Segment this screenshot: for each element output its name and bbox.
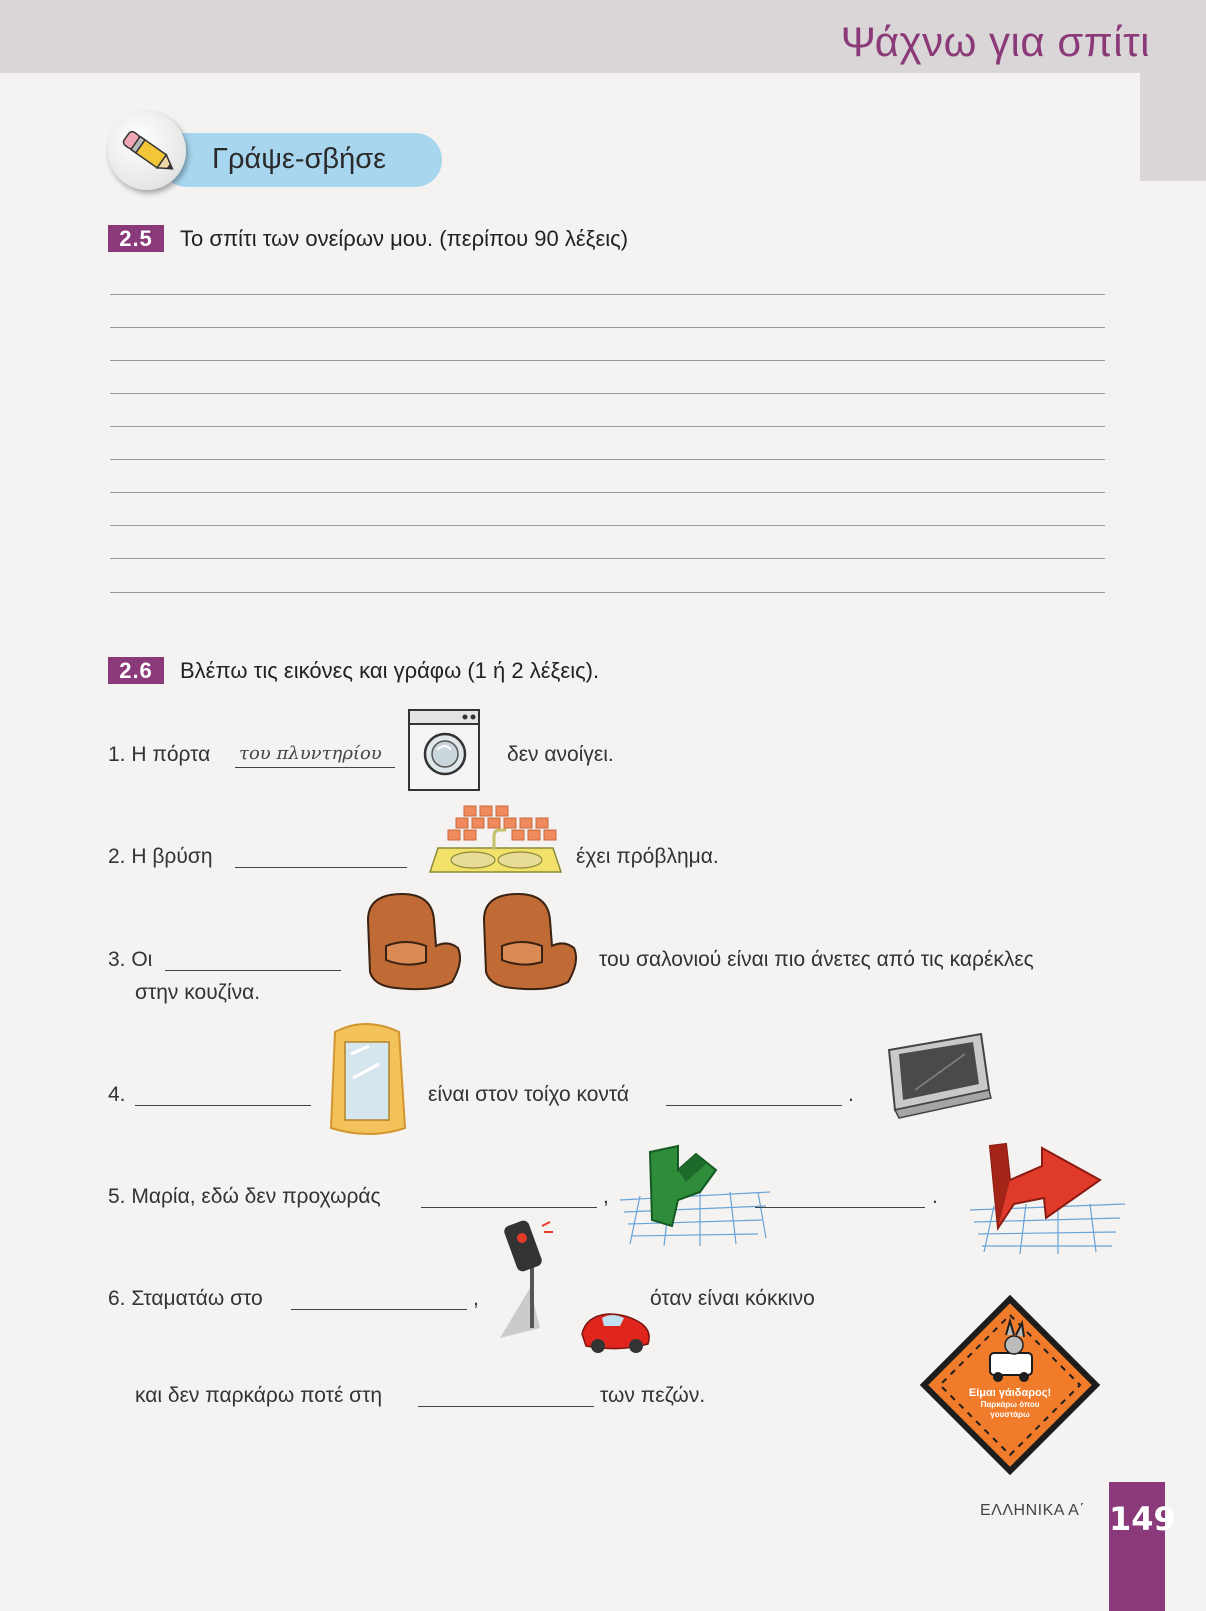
pencil-badge (108, 112, 186, 190)
washing-machine-icon (405, 704, 485, 794)
section-title: Γράψε-σβήσε (212, 143, 387, 175)
writing-line (110, 558, 1105, 559)
sign-line-1: Είμαι γάιδαρος! (968, 1387, 1052, 1399)
question-6-comma: , (473, 1287, 479, 1310)
sign-line-3: γουστάρω (990, 1410, 1030, 1419)
answer-blank-2[interactable] (235, 845, 407, 868)
sign-line-2: Παρκάρω όπου (980, 1400, 1040, 1409)
answer-text-1: του πλυντηρίου (239, 743, 382, 764)
writing-line (110, 360, 1105, 361)
answer-blank-5a[interactable] (421, 1185, 597, 1208)
question-4-end: . (848, 1083, 854, 1106)
go-arrow-icon (970, 1140, 1125, 1255)
answer-blank-4b[interactable] (666, 1083, 842, 1106)
question-4-label: 4. (108, 1083, 126, 1106)
exercise-2-6-instruction: Βλέπω τις εικόνες και γράφω (1 ή 2 λέξεις). (180, 658, 600, 683)
answer-blank-5b[interactable] (755, 1185, 925, 1208)
writing-line (110, 459, 1105, 460)
question-6-line2-start: και δεν παρκάρω ποτέ στη (135, 1384, 383, 1407)
answer-blank-6a[interactable] (291, 1287, 467, 1310)
writing-line (110, 525, 1105, 526)
answer-blank-6b[interactable] (418, 1384, 594, 1407)
sign-diamond-icon (920, 1295, 1100, 1475)
question-6-line2-end: των πεζών. (600, 1384, 706, 1407)
writing-line (110, 393, 1105, 394)
question-5-comma: , (603, 1185, 609, 1208)
question-1-label: 1. Η πόρτα (108, 743, 211, 766)
exercise-number-2-5: 2.5 (108, 225, 164, 252)
book-label: ΕΛΛΗΝΙΚΑ Α΄ (980, 1502, 1086, 1519)
writing-line (110, 492, 1105, 493)
parking-sign (920, 1295, 1100, 1475)
question-3-label: 3. Οι (108, 948, 153, 971)
answer-blank-1[interactable] (235, 743, 395, 768)
question-1-after: δεν ανοίγει. (507, 743, 614, 766)
television-icon (885, 1030, 995, 1120)
question-5-end: . (932, 1185, 938, 1208)
question-3-after: του σαλονιού είναι πιο άνετες από τις καρέκλες (599, 948, 1034, 971)
pencil-icon (108, 112, 186, 190)
writing-line (110, 592, 1105, 593)
page-number: 149 (1109, 1500, 1176, 1538)
chapter-title: Ψάχνω για σπίτι (840, 18, 1150, 65)
question-3-line2: στην κουζίνα. (135, 981, 261, 1004)
question-6-label: 6. Σταματάω στο (108, 1287, 263, 1310)
mirror-icon (325, 1018, 410, 1138)
answer-blank-4a[interactable] (135, 1083, 311, 1106)
writing-line (110, 294, 1105, 295)
traffic-light-car-icon (490, 1218, 660, 1368)
question-6-after: όταν είναι κόκκινο (650, 1287, 815, 1310)
armchairs-icon (360, 890, 590, 995)
question-2-label: 2. Η βρύση (108, 845, 213, 868)
writing-line (110, 426, 1105, 427)
writing-line (110, 327, 1105, 328)
exercise-2-5-instruction: Το σπίτι των ονείρων μου. (περίπου 90 λέξεις) (180, 226, 629, 251)
question-2-after: έχει πρόβλημα. (576, 845, 719, 868)
question-4-middle: είναι στον τοίχο κοντά (428, 1083, 630, 1106)
answer-blank-3[interactable] (165, 948, 341, 971)
exercise-number-2-6: 2.6 (108, 657, 164, 684)
sink-faucet-icon (428, 800, 563, 880)
question-5-label: 5. Μαρία, εδώ δεν προχωράς (108, 1185, 381, 1208)
right-band (1140, 73, 1206, 181)
